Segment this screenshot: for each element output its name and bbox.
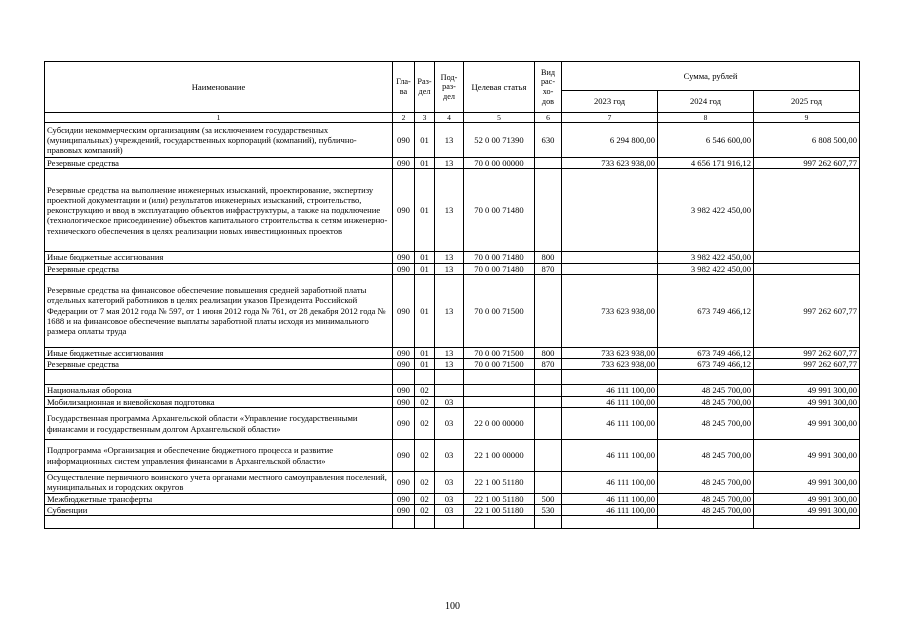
budget-table [44, 61, 860, 529]
cell-section: 01 [415, 169, 435, 252]
cell-subsection [435, 370, 464, 385]
cell-amount-2024: 673 749 466,12 [658, 274, 754, 347]
cell-expense-type: 630 [535, 123, 562, 158]
cell-subsection: 13 [435, 263, 464, 274]
cell-name: Государственная программа Архангельской области «Управление государственными финансами и государственным долгом Архангельской области» [45, 408, 393, 440]
cell-chapter [393, 516, 415, 529]
cell-amount-2025: 49 991 300,00 [754, 385, 860, 396]
cell-amount-2024: 48 245 700,00 [658, 408, 754, 440]
cell-subsection: 13 [435, 169, 464, 252]
cell-target [464, 385, 535, 396]
cell-amount-2024: 3 982 422 450,00 [658, 169, 754, 252]
cell-target: 70 0 00 71500 [464, 274, 535, 347]
column-index: 7 [562, 113, 658, 123]
cell-amount-2023: 46 111 100,00 [562, 408, 658, 440]
column-index: 2 [393, 113, 415, 123]
cell-expense-type: 800 [535, 252, 562, 263]
cell-amount-2023: 733 623 938,00 [562, 158, 658, 169]
cell-amount-2025: 6 808 500,00 [754, 123, 860, 158]
cell-amount-2023: 733 623 938,00 [562, 359, 658, 370]
cell-amount-2025 [754, 169, 860, 252]
cell-chapter: 090 [393, 493, 415, 504]
cell-amount-2023: 46 111 100,00 [562, 385, 658, 396]
cell-subsection: 13 [435, 347, 464, 358]
cell-amount-2023: 733 623 938,00 [562, 274, 658, 347]
cell-name: Резервные средства [45, 158, 393, 169]
cell-section: 01 [415, 274, 435, 347]
cell-name: Резервные средства на финансовое обеспечение повышения средней заработной платы отдельных категорий работников в целях реализации указов Президента Российской Федерации от 7 мая 2012 года № 597, от 1 июня 2012 года № 761, от 28 декабря 2012 года № 1688 и на финансовое обеспечение выплаты заработной платы исходя из минимального размера оплаты труда [45, 274, 393, 347]
cell-expense-type: 800 [535, 347, 562, 358]
column-index: 4 [435, 113, 464, 123]
header-year-2025: 2025 год [754, 91, 860, 113]
cell-expense-type [535, 440, 562, 472]
table-row [45, 158, 860, 169]
cell-section: 01 [415, 347, 435, 358]
cell-amount-2025: 997 262 607,77 [754, 158, 860, 169]
table-row [45, 516, 860, 529]
cell-section [415, 516, 435, 529]
cell-chapter: 090 [393, 347, 415, 358]
cell-amount-2024: 6 546 600,00 [658, 123, 754, 158]
cell-expense-type [535, 274, 562, 347]
cell-target [464, 516, 535, 529]
cell-subsection [435, 385, 464, 396]
cell-amount-2023: 6 294 800,00 [562, 123, 658, 158]
cell-subsection: 13 [435, 274, 464, 347]
cell-amount-2024: 48 245 700,00 [658, 385, 754, 396]
cell-section: 02 [415, 472, 435, 494]
cell-subsection: 03 [435, 493, 464, 504]
cell-amount-2023: 733 623 938,00 [562, 347, 658, 358]
cell-chapter: 090 [393, 472, 415, 494]
cell-name: Резервные средства [45, 263, 393, 274]
cell-expense-type: 500 [535, 493, 562, 504]
cell-section: 02 [415, 408, 435, 440]
cell-target: 22 1 00 51180 [464, 472, 535, 494]
cell-chapter: 090 [393, 123, 415, 158]
table-row [45, 396, 860, 407]
cell-target: 70 0 00 71500 [464, 359, 535, 370]
table-row [45, 504, 860, 515]
cell-chapter: 090 [393, 359, 415, 370]
cell-section: 01 [415, 158, 435, 169]
table-row [45, 359, 860, 370]
table-row [45, 169, 860, 252]
table-row [45, 347, 860, 358]
cell-expense-type [535, 370, 562, 385]
cell-name: Осуществление первичного воинского учета органами местного самоуправления поселений, муниципальных и городских округов [45, 472, 393, 494]
cell-amount-2025: 49 991 300,00 [754, 493, 860, 504]
cell-amount-2023: 46 111 100,00 [562, 504, 658, 515]
cell-subsection: 03 [435, 472, 464, 494]
cell-subsection: 03 [435, 504, 464, 515]
cell-section: 01 [415, 123, 435, 158]
cell-amount-2024: 48 245 700,00 [658, 440, 754, 472]
cell-subsection: 03 [435, 408, 464, 440]
cell-expense-type [535, 396, 562, 407]
cell-amount-2025: 49 991 300,00 [754, 440, 860, 472]
cell-amount-2024: 673 749 466,12 [658, 347, 754, 358]
cell-amount-2023 [562, 169, 658, 252]
cell-amount-2024: 48 245 700,00 [658, 493, 754, 504]
table-row [45, 440, 860, 472]
cell-amount-2024: 673 749 466,12 [658, 359, 754, 370]
cell-target: 70 0 00 00000 [464, 158, 535, 169]
cell-chapter: 090 [393, 385, 415, 396]
cell-target: 70 0 00 71480 [464, 252, 535, 263]
cell-amount-2025: 997 262 607,77 [754, 359, 860, 370]
cell-chapter: 090 [393, 504, 415, 515]
column-index: 9 [754, 113, 860, 123]
cell-section: 02 [415, 440, 435, 472]
cell-name: Резервные средства [45, 359, 393, 370]
cell-subsection: 13 [435, 252, 464, 263]
cell-chapter: 090 [393, 274, 415, 347]
cell-name: Иные бюджетные ассигнования [45, 347, 393, 358]
table-row [45, 408, 860, 440]
cell-section [415, 370, 435, 385]
cell-amount-2025: 49 991 300,00 [754, 408, 860, 440]
cell-amount-2024 [658, 516, 754, 529]
cell-amount-2024: 48 245 700,00 [658, 472, 754, 494]
cell-amount-2024: 48 245 700,00 [658, 504, 754, 515]
cell-name: Национальная оборона [45, 385, 393, 396]
header-sum: Сумма, рублей [562, 62, 860, 91]
cell-name: Иные бюджетные ассигнования [45, 252, 393, 263]
cell-name: Резервные средства на выполнение инженерных изысканий, проектирование, экспертизу проектной документации и (или) результатов инженерных изысканий, строительство, реконструкцию и ввод в эксплуатацию объектов инфраструктуры, а также на подключение (технологическое присоединение) объектов капитального строительства к сетям инженерно-технического обеспечения в целях реализации новых инвестиционных проектов [45, 169, 393, 252]
cell-target [464, 370, 535, 385]
cell-name [45, 370, 393, 385]
cell-amount-2023: 46 111 100,00 [562, 472, 658, 494]
cell-expense-type [535, 516, 562, 529]
cell-target: 22 1 00 00000 [464, 440, 535, 472]
cell-name: Подпрограмма «Организация и обеспечение бюджетного процесса и развитие информационных систем управления финансами в Архангельской области» [45, 440, 393, 472]
header-expense-type: Вид рас-хо-дов [535, 62, 562, 113]
cell-subsection: 13 [435, 359, 464, 370]
table-row [45, 123, 860, 158]
cell-chapter: 090 [393, 408, 415, 440]
cell-target: 70 0 00 71500 [464, 347, 535, 358]
cell-amount-2024 [658, 370, 754, 385]
cell-section: 02 [415, 396, 435, 407]
cell-target [464, 396, 535, 407]
table-row [45, 472, 860, 494]
cell-expense-type [535, 385, 562, 396]
column-index: 6 [535, 113, 562, 123]
cell-chapter: 090 [393, 263, 415, 274]
cell-expense-type: 870 [535, 359, 562, 370]
cell-amount-2025: 49 991 300,00 [754, 396, 860, 407]
cell-amount-2023 [562, 370, 658, 385]
cell-amount-2023: 46 111 100,00 [562, 493, 658, 504]
cell-section: 02 [415, 493, 435, 504]
table-row [45, 263, 860, 274]
cell-amount-2024: 4 656 171 916,12 [658, 158, 754, 169]
table-row [45, 370, 860, 385]
cell-target: 70 0 00 71480 [464, 169, 535, 252]
column-index: 1 [45, 113, 393, 123]
cell-name: Мобилизационная и вневойсковая подготовка [45, 396, 393, 407]
cell-subsection: 03 [435, 440, 464, 472]
cell-expense-type [535, 169, 562, 252]
cell-target: 22 1 00 51180 [464, 504, 535, 515]
cell-chapter: 090 [393, 440, 415, 472]
cell-expense-type: 530 [535, 504, 562, 515]
cell-name: Субсидии некоммерческим организациям (за исключением государственных (муниципальных) учреждений, государственных корпораций (компаний), публично-правовых компаний) [45, 123, 393, 158]
cell-amount-2023: 46 111 100,00 [562, 396, 658, 407]
column-index: 5 [464, 113, 535, 123]
cell-expense-type [535, 472, 562, 494]
cell-amount-2025 [754, 263, 860, 274]
table-row [45, 252, 860, 263]
header-section: Раз-дел [415, 62, 435, 113]
cell-subsection: 03 [435, 396, 464, 407]
cell-amount-2025 [754, 252, 860, 263]
cell-name [45, 516, 393, 529]
cell-amount-2025: 997 262 607,77 [754, 274, 860, 347]
cell-chapter: 090 [393, 252, 415, 263]
cell-name: Субвенции [45, 504, 393, 515]
cell-name: Межбюджетные трансферты [45, 493, 393, 504]
cell-amount-2025 [754, 370, 860, 385]
cell-target: 22 1 00 51180 [464, 493, 535, 504]
cell-subsection [435, 516, 464, 529]
cell-chapter: 090 [393, 396, 415, 407]
cell-section: 02 [415, 385, 435, 396]
cell-expense-type [535, 408, 562, 440]
table-row [45, 493, 860, 504]
cell-expense-type [535, 158, 562, 169]
header-year-2023: 2023 год [562, 91, 658, 113]
cell-section: 02 [415, 504, 435, 515]
cell-section: 01 [415, 359, 435, 370]
cell-amount-2025 [754, 516, 860, 529]
cell-target: 70 0 00 71480 [464, 263, 535, 274]
header-chapter: Гла-ва [393, 62, 415, 113]
table-row [45, 274, 860, 347]
cell-target: 22 0 00 00000 [464, 408, 535, 440]
column-index-row [45, 113, 860, 123]
cell-expense-type: 870 [535, 263, 562, 274]
column-index: 8 [658, 113, 754, 123]
cell-amount-2024: 3 982 422 450,00 [658, 263, 754, 274]
cell-target: 52 0 00 71390 [464, 123, 535, 158]
cell-section: 01 [415, 263, 435, 274]
cell-amount-2025: 997 262 607,77 [754, 347, 860, 358]
cell-amount-2023: 46 111 100,00 [562, 440, 658, 472]
cell-chapter: 090 [393, 169, 415, 252]
header-year-2024: 2024 год [658, 91, 754, 113]
column-index: 3 [415, 113, 435, 123]
header-name: Наименование [45, 62, 393, 113]
header-target: Целевая статья [464, 62, 535, 113]
cell-subsection: 13 [435, 158, 464, 169]
cell-amount-2024: 3 982 422 450,00 [658, 252, 754, 263]
cell-amount-2025: 49 991 300,00 [754, 504, 860, 515]
cell-amount-2025: 49 991 300,00 [754, 472, 860, 494]
cell-amount-2024: 48 245 700,00 [658, 396, 754, 407]
cell-subsection: 13 [435, 123, 464, 158]
cell-section: 01 [415, 252, 435, 263]
cell-amount-2023 [562, 252, 658, 263]
cell-chapter [393, 370, 415, 385]
cell-amount-2023 [562, 263, 658, 274]
cell-chapter: 090 [393, 158, 415, 169]
cell-amount-2023 [562, 516, 658, 529]
table-row [45, 385, 860, 396]
page-number: 100 [445, 601, 460, 612]
header-subsection: Под-раз-дел [435, 62, 464, 113]
